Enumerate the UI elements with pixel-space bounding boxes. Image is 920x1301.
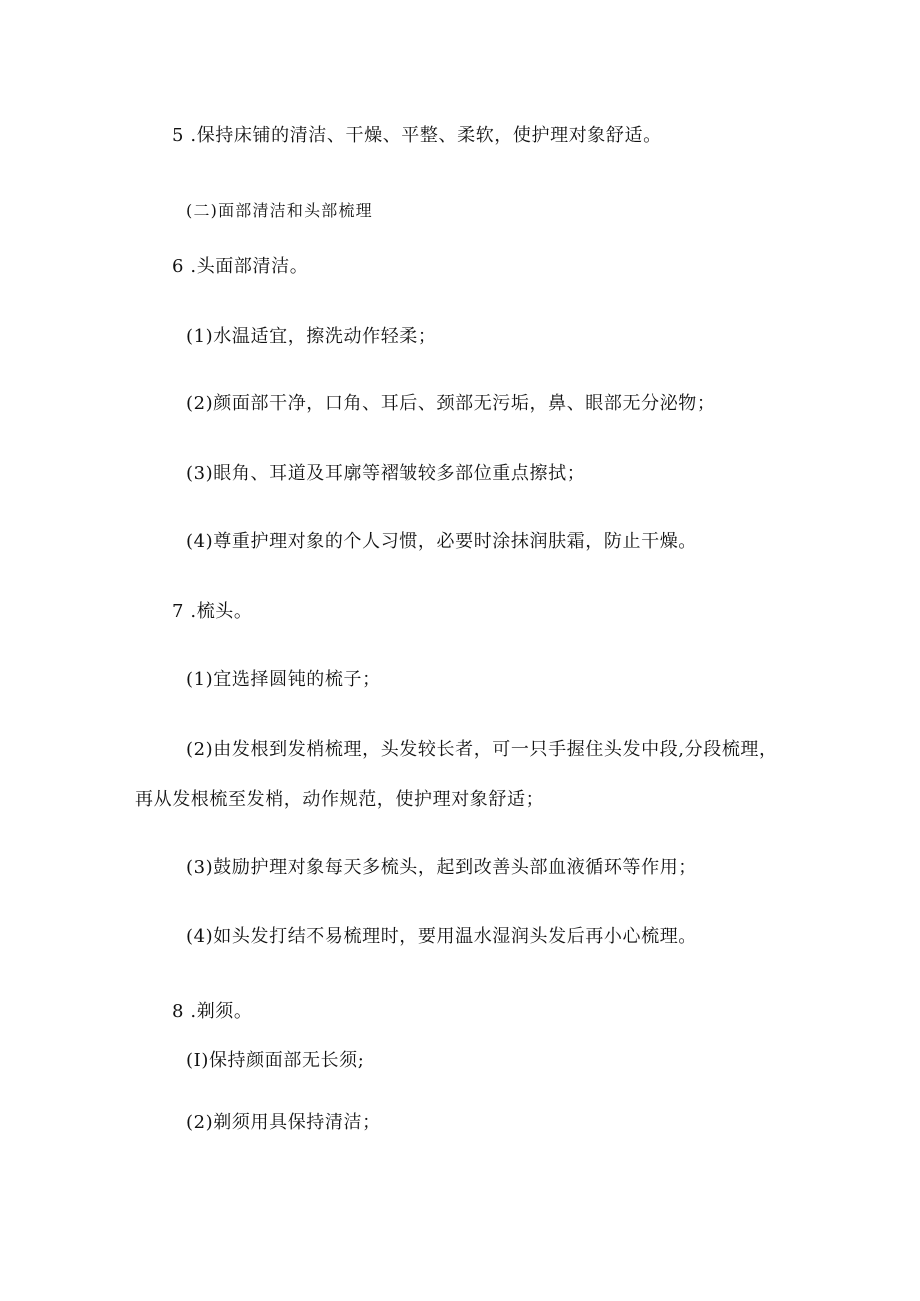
- item-8-sub-1: (I)保持颜面部无长须;: [186, 1050, 365, 1071]
- item-7-sub-3: (3)鼓励护理对象每天多梳头，起到改善头部血液循环等作用；: [186, 857, 697, 878]
- item-7-sub-4: (4)如头发打结不易梳理时，要用温水湿润头发后再小心梳理。: [186, 926, 697, 947]
- item-5-text: 5 .保持床铺的清洁、干燥、平整、柔软，使护理对象舒适。: [172, 125, 662, 146]
- item-6-sub-1: (1)水温适宜，擦洗动作轻柔；: [186, 326, 437, 347]
- section-heading-face-head-care: (二)面部清洁和头部梳理: [186, 201, 373, 220]
- item-7-title: 7 .梳头。: [172, 601, 253, 622]
- item-7-sub-2-line-2: 再从发根梳至发梢，动作规范，使护理对象舒适；: [135, 789, 545, 810]
- item-6-sub-4: (4)尊重护理对象的个人习惯，必要时涂抹润肤霜，防止干燥。: [186, 531, 697, 552]
- item-7-sub-2-line-1: (2)由发根到发梢梳理，头发较长者，可一只手握住头发中段,分段梳理，: [186, 739, 778, 760]
- item-8-title: 8 .剃须。: [172, 1001, 253, 1022]
- item-7-sub-1: (1)宜选择圆钝的梳子；: [186, 669, 381, 690]
- item-6-sub-2: (2)颜面部干净，口角、耳后、颈部无污垢，鼻、眼部无分泌物；: [186, 393, 716, 414]
- item-6-title: 6 .头面部清洁。: [172, 256, 309, 277]
- item-8-sub-2: (2)剃须用具保持清洁；: [186, 1112, 381, 1133]
- item-6-sub-3: (3)眼角、耳道及耳廓等褶皱较多部位重点擦拭；: [186, 463, 586, 484]
